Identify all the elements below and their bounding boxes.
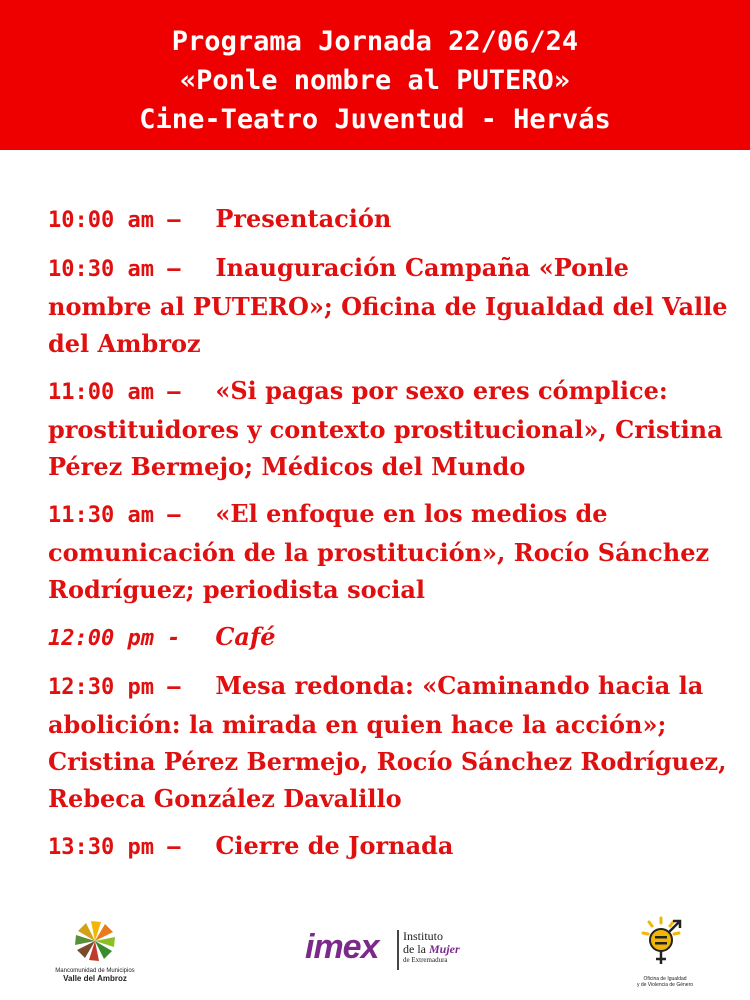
oficina-line2: y de Violencia de Género [636, 982, 694, 988]
oficina-line1: Oficina de Igualdad [643, 976, 687, 982]
venue: Cine-Teatro Juventud - Hervás [139, 104, 611, 135]
imex-line2-mujer: Mujer [429, 942, 460, 956]
program-list [48, 200, 738, 876]
oficina-igualdad-logo [625, 912, 705, 988]
program-time: 11:30 am – [48, 503, 207, 528]
imex-divider [397, 930, 399, 970]
program-time: 10:00 am – [48, 208, 207, 233]
program-time: 12:30 pm – [48, 675, 207, 700]
program-text: Café [215, 622, 276, 651]
program-text: Presentación [215, 204, 392, 233]
imex-line2-prefix: de la [403, 942, 429, 956]
mancomunidad-caption [40, 968, 150, 984]
program-text: Cierre de Jornada [215, 831, 454, 860]
oficina-caption [625, 976, 705, 988]
program-time: 13:30 pm – [48, 835, 207, 860]
mancomunidad-logo [40, 918, 150, 984]
program-text: «Si pagas por sexo eres cómplice: prostituidores y contexto prostitucional», Cristina Pérez Bermejo; Médicos del Mundo [48, 376, 723, 481]
program-item-break [48, 618, 738, 657]
program-item [48, 200, 738, 239]
footer-logos [0, 910, 750, 1000]
program-text: Mesa redonda: «Caminando hacia la abolición: la mirada en quien hace la acción»; Cristina Pérez Bermejo, Rocío Sánchez Rodríguez, Rebeca González Davalillo [48, 671, 727, 813]
imex-line3: de Extremadura [403, 956, 448, 964]
imex-line2 [403, 943, 460, 956]
program-item [48, 495, 738, 608]
imex-line1: Instituto [403, 929, 444, 943]
program-item [48, 372, 738, 485]
program-time: 10:30 am – [48, 257, 207, 282]
program-time: 12:00 pm - [48, 626, 207, 651]
program-text: Inauguración Campaña «Ponle nombre al PUTERO»; Oficina de Igualdad del Valle del Ambroz [48, 253, 728, 358]
program-text: «El enfoque en los medios de comunicación de la prostitución», Rocío Sánchez Rodríguez; periodista social [48, 499, 710, 604]
program-item [48, 249, 738, 362]
campaign-title: «Ponle nombre al PUTERO» [179, 65, 571, 96]
program-time: 11:00 am – [48, 380, 207, 405]
imex-wordmark: imex [305, 928, 379, 966]
imex-logo [305, 926, 505, 976]
program-item [48, 827, 738, 866]
program-item [48, 667, 738, 817]
pinwheel-icon [72, 918, 118, 964]
equality-symbol-icon [635, 912, 695, 972]
event-title: Programa Jornada 22/06/24 [171, 26, 579, 57]
mancomunidad-line1: Mancomunidad de Municipios [55, 968, 135, 974]
mancomunidad-line2: Valle del Ambroz [63, 974, 127, 983]
imex-institute-text [403, 930, 460, 965]
header-banner [0, 0, 750, 150]
